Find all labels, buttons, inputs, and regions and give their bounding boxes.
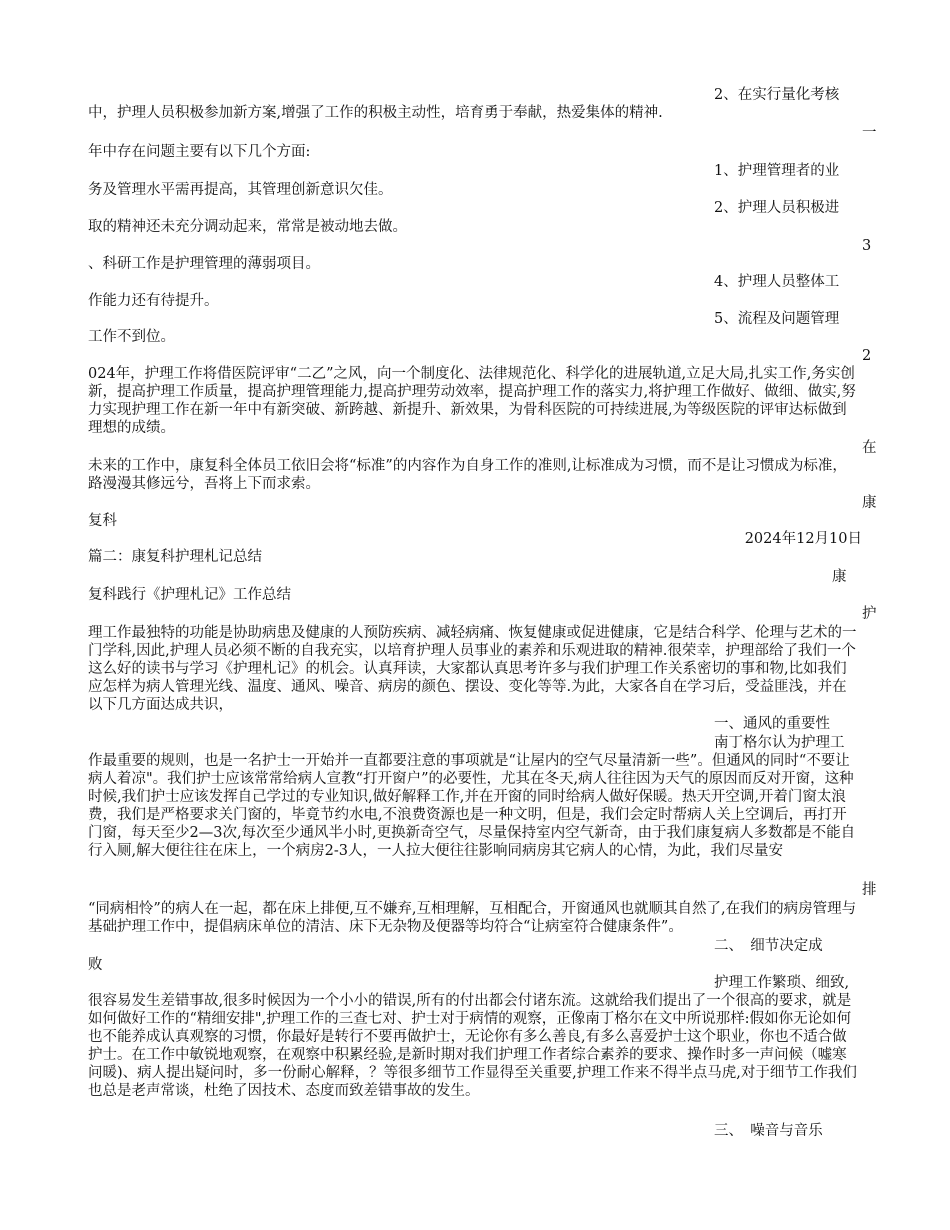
text-line: 在 (862, 440, 877, 456)
text-line: 2 (862, 348, 872, 364)
paragraph: 理工作最独特的功能是协助病患及健康的人预防疾病、减轻病痛、恢复健康或促进健康，它是结合科学、伦理与艺术的一门学科,因此,护理人员必须不断的自我充实，以培育护理人员事业的素养和乐观进取的精神.很荣幸，护理部给了我们一个这么好的读书与学习《护理札记》的机会。认真拜读，大家都认真思考许多与我们护理工作关系密切的事和物,比如我们应怎样为病人管理光线、温度、通风、噪音、病房的颜色、摆设、变化等等.为此，大家各自在学习后，受益匪浅，并在以下几方面达成共识， (88, 625, 857, 713)
text-line: 护 (862, 606, 877, 622)
text-line: 败 (88, 957, 103, 973)
text-line: 作能力还有待提升。 (88, 293, 219, 309)
subheading: 一、通风的重要性 (714, 716, 830, 732)
text-line: 年中存在问题主要有以下几个方面: (88, 144, 311, 160)
paragraph: 很容易发生差错事故,很多时候因为一个小小的错误,所有的付出都会付诸东流。这就给我们提出了一个很高的要求，就是如何做好工作的“精细安排",护理工作的三查七对、护士对于病情的观察，正像南丁格尔在文中所说那样:假如你无论如何也不能养成认真观察的习惯，你最好是转行不要再做护士，无论你有多么善良,有多么喜爱护士这个职业，你也不适合做护士。在工作中敏锐地观察，在观察中积累经验,是新时期对我们护理工作者综合素养的要求、操作时多一声问候（嘘寒问暖)、病人提出疑问时，多一份耐心解释，？等很多细节工作显得至关重要,护理工作来不得半点马虎,对于细节工作我们也总是老声常谈，杜绝了因技术、态度而致差错事故的发生。 (88, 993, 857, 1099)
paragraph: 作最重要的规则，也是一名护士一开始并一直都要注意的事项就是“让屋内的空气尽量清新一些”。但通风的同时“不要让病人着凉"。我们护士应该常常给病人宣教“打开窗户”的必要性，尤其在冬天,病人往往因为天气的原因而反对开窗，这种时候,我们护士应该发挥自己学过的专业知识,做好解释工作,并在开窗的同时给病人做好保暖。热天开空调,开着门窗太浪费，我们是严格要求关门窗的，毕竟节约水电,不浪费资源也是一种文明，但是，我们会定时帮病人关上空调后，再打开门窗，每天至少2—3次,每次至少通风半小时,更换新奇空气，尽量保持室内空气新奇，由于我们康复病人多数都是不能自行入厕,解大便往往在床上，一个病房2-3人，一人拉大便往往影响同病房其它病人的心情，为此，我们尽量安 (88, 753, 856, 859)
text-line: 护理工作繁琐、细致, (714, 975, 850, 991)
text-line: 康 (862, 495, 877, 511)
text-line: 1、护理管理者的业 (714, 163, 840, 179)
text-line: 3 (862, 238, 872, 254)
text-line: 2、在实行量化考核 (714, 87, 840, 103)
text-line: 排 (862, 882, 877, 898)
subheading: 三、 噪音与音乐 (714, 1123, 823, 1139)
paragraph: 未来的工作中，康复科全体员工依旧会将“标准”的内容作为自身工作的准则,让标准成为习惯，而不是让习惯成为标准，路漫漫其修远兮，吾将上下而求索。 (88, 458, 847, 492)
text-line: 中，护理人员积极参加新方案,增强了工作的积极主动性，培育勇于奉献，热爱集体的精神. (88, 105, 663, 121)
paragraph: 024年，护理工作将借医院评审“二乙”之风，向一个制度化、法律规范化、科学化的进展轨道,立足大局,扎实工作,务实创新，提高护理工作质量，提高护理管理能力,提高护理劳动效率，提高护理工作的落实力,将护理工作做好、做细、做实,努力实现护理工作在新一年中有新突破、新跨越、新提升、新效果，为骨科医院的可持续进展,为等级医院的评审达标做到理想的成绩。 (88, 366, 856, 436)
date-line: 2024年12月10日 (744, 531, 862, 547)
text-line: 、科研工作是护理管理的薄弱项目。 (88, 256, 320, 272)
paragraph: “同病相怜”的病人在一起，都在床上排便,互不嫌弃,互相理解，互相配合，开窗通风也就顺其自然了,在我们的病房管理与基础护理工作中，提倡病床单位的清洁、床下无杂物及便器等均符合“让病室符合健康条件”。 (88, 901, 857, 935)
text-line: 一 (862, 125, 877, 141)
subheading: 二、 细节决定成 (714, 938, 823, 954)
text-line: 取的精神还未充分调动起来，常常是被动地去做。 (88, 219, 407, 235)
text-line: 2、护理人员积极进 (714, 200, 840, 216)
text-line: 5、流程及问题管理 (714, 311, 840, 327)
text-line: 4、护理人员整体工 (714, 274, 840, 290)
text-line: 康 (832, 569, 847, 585)
text-line: 务及管理水平需再提高，其管理创新意识欠佳。 (88, 182, 393, 198)
text-line: 工作不到位。 (88, 329, 175, 345)
text-line: 复科践行《护理札记》工作总结 (88, 587, 291, 603)
text-line: 复科 (88, 513, 117, 529)
text-line: 南丁格尔认为护理工 (714, 735, 845, 751)
section-heading: 篇二：康复科护理札记总结 (88, 549, 262, 565)
